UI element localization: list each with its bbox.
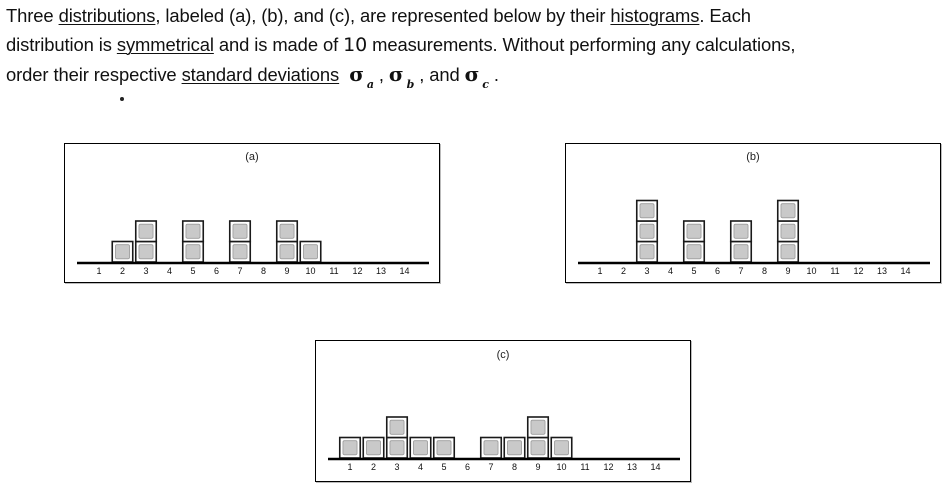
histogram-b-tick-label: 6	[714, 266, 721, 276]
question-text-segment: order their respective	[6, 64, 182, 85]
histogram-b-box-x9-1	[778, 242, 799, 263]
histogram-chart-b	[566, 144, 942, 284]
histogram-a-tick-label: 10	[305, 266, 316, 276]
link-symmetrical[interactable]: symmetrical	[116, 34, 214, 55]
histogram-c-box-x9-2	[528, 417, 549, 438]
histogram-a-tick-label: 2	[119, 266, 126, 276]
histogram-a-box-x9-2	[277, 221, 298, 242]
histogram-a-box-x2-1	[112, 242, 133, 263]
histogram-c-box-x10-1	[551, 438, 572, 459]
link-histograms[interactable]: histograms	[610, 5, 700, 26]
histogram-b-tick-label: 7	[738, 266, 744, 276]
bullet-dot	[120, 97, 124, 101]
sigma-a-symbol: σ	[349, 62, 364, 86]
histogram-a-tick-label: 8	[260, 266, 267, 276]
histogram-c-box-x3-2	[387, 417, 408, 438]
histogram-b-box-x7-1	[731, 242, 752, 263]
period: .	[493, 64, 499, 85]
histogram-c-tick-label: 4	[417, 462, 424, 472]
histogram-c-tick-label: 11	[580, 462, 590, 472]
histogram-c-box-x3-1	[387, 438, 408, 459]
histogram-a-tick-label: 12	[352, 266, 363, 276]
histogram-c-tick-label: 10	[556, 462, 567, 472]
histogram-b-tick-label: 9	[785, 266, 791, 276]
link-standard-deviations[interactable]: standard deviations	[181, 64, 340, 85]
question-text-segment: measurements. Without performing any calculations,	[367, 34, 796, 55]
sigma-b-symbol: σ	[388, 62, 404, 86]
histogram-b-tick-label: 11	[830, 266, 840, 276]
histogram-c-tick-label: 12	[603, 462, 614, 472]
histogram-c-tick-label: 2	[370, 462, 377, 472]
histogram-a-tick-label: 11	[329, 266, 339, 276]
histogram-b-tick-label: 14	[900, 266, 911, 276]
histogram-c-tick-label: 6	[464, 462, 471, 472]
question-text-segment: and is made of	[213, 34, 344, 55]
histogram-c-box-x4-1	[410, 438, 431, 459]
histogram-c-tick-label: 8	[511, 462, 518, 472]
comma-1: ,	[378, 64, 384, 85]
question-line-2	[6, 30, 942, 60]
histogram-a-box-x5-2	[183, 221, 204, 242]
histogram-a-tick-label: 9	[284, 266, 290, 276]
question-line-1	[6, 1, 942, 30]
histogram-b-tick-label: 4	[667, 266, 674, 276]
histogram-b-box-x5-2	[684, 221, 705, 242]
histogram-a-box-x3-1	[136, 242, 157, 263]
histogram-b-box-x5-1	[684, 242, 705, 263]
histogram-a-box-x3-2	[136, 221, 157, 242]
histogram-c-box-x7-1	[481, 438, 502, 459]
histogram-c-box-x1-1	[340, 438, 361, 459]
question-text-segment: distribution is	[6, 34, 117, 55]
histogram-a-tick-label: 3	[143, 266, 149, 276]
histogram-c-tick-label: 5	[441, 462, 447, 472]
measurement-count: 10	[343, 34, 368, 56]
histogram-b-box-x3-3	[637, 201, 658, 222]
histogram-b-tick-label: 2	[620, 266, 627, 276]
histogram-c-box-x2-1	[363, 438, 384, 459]
sigma-b-subscript: b	[406, 78, 415, 91]
histogram-a-box-x9-1	[277, 242, 298, 263]
histogram-c-tick-label: 7	[488, 462, 494, 472]
sigma-c-subscript: c	[482, 78, 489, 91]
histogram-c-tick-label: 13	[626, 462, 638, 472]
histogram-b-tick-label: 12	[853, 266, 864, 276]
histogram-panel-c	[315, 340, 691, 482]
histogram-b-tick-label: 13	[876, 266, 888, 276]
histogram-b-tick-label: 8	[761, 266, 768, 276]
histogram-chart-a	[65, 144, 441, 284]
histogram-label-a: (a)	[245, 151, 259, 163]
histogram-a-box-x10-1	[300, 242, 321, 263]
histogram-label-c: (c)	[496, 349, 510, 361]
histogram-a-tick-label: 6	[213, 266, 220, 276]
histogram-b-tick-label: 3	[644, 266, 650, 276]
histogram-b-tick-label: 5	[691, 266, 697, 276]
histogram-c-tick-label: 3	[394, 462, 400, 472]
link-distributions[interactable]: distributions	[58, 5, 156, 26]
question-text	[6, 1, 942, 92]
histogram-a-tick-label: 1	[96, 266, 102, 276]
histogram-c-tick-label: 9	[535, 462, 541, 472]
histogram-b-box-x3-1	[637, 242, 658, 263]
histogram-b-tick-label: 1	[597, 266, 603, 276]
histogram-c-box-x5-1	[434, 438, 455, 459]
histogram-a-tick-label: 13	[375, 266, 387, 276]
histogram-chart-c	[316, 341, 692, 483]
histogram-a-tick-label: 7	[237, 266, 243, 276]
histogram-b-box-x9-3	[778, 201, 799, 222]
histogram-panel-a	[64, 143, 440, 283]
histogram-a-tick-label: 14	[399, 266, 410, 276]
and-text: , and	[419, 64, 460, 85]
question-text-segment: , labeled (a), (b), and (c), are represented below by their	[155, 5, 611, 26]
histogram-a-box-x7-2	[230, 221, 251, 242]
histogram-c-box-x8-1	[504, 438, 525, 459]
histogram-c-tick-label: 14	[650, 462, 661, 472]
histogram-a-box-x7-1	[230, 242, 251, 263]
histogram-a-tick-label: 5	[190, 266, 196, 276]
histogram-b-box-x9-2	[778, 221, 799, 242]
histogram-panel-b	[565, 143, 941, 283]
histogram-b-tick-label: 10	[806, 266, 817, 276]
histogram-a-tick-label: 4	[166, 266, 173, 276]
histogram-b-box-x3-2	[637, 221, 658, 242]
question-text-segment: . Each	[699, 5, 751, 26]
sigma-a-subscript: a	[366, 78, 374, 91]
histogram-a-box-x5-1	[183, 242, 204, 263]
question-line-3	[6, 60, 942, 92]
histogram-label-b: (b)	[746, 151, 760, 163]
histogram-c-box-x9-1	[528, 438, 549, 459]
histogram-c-tick-label: 1	[347, 462, 353, 472]
histogram-b-box-x7-2	[731, 221, 752, 242]
sigma-c-symbol: σ	[464, 62, 480, 86]
question-text-segment: Three	[6, 5, 59, 26]
